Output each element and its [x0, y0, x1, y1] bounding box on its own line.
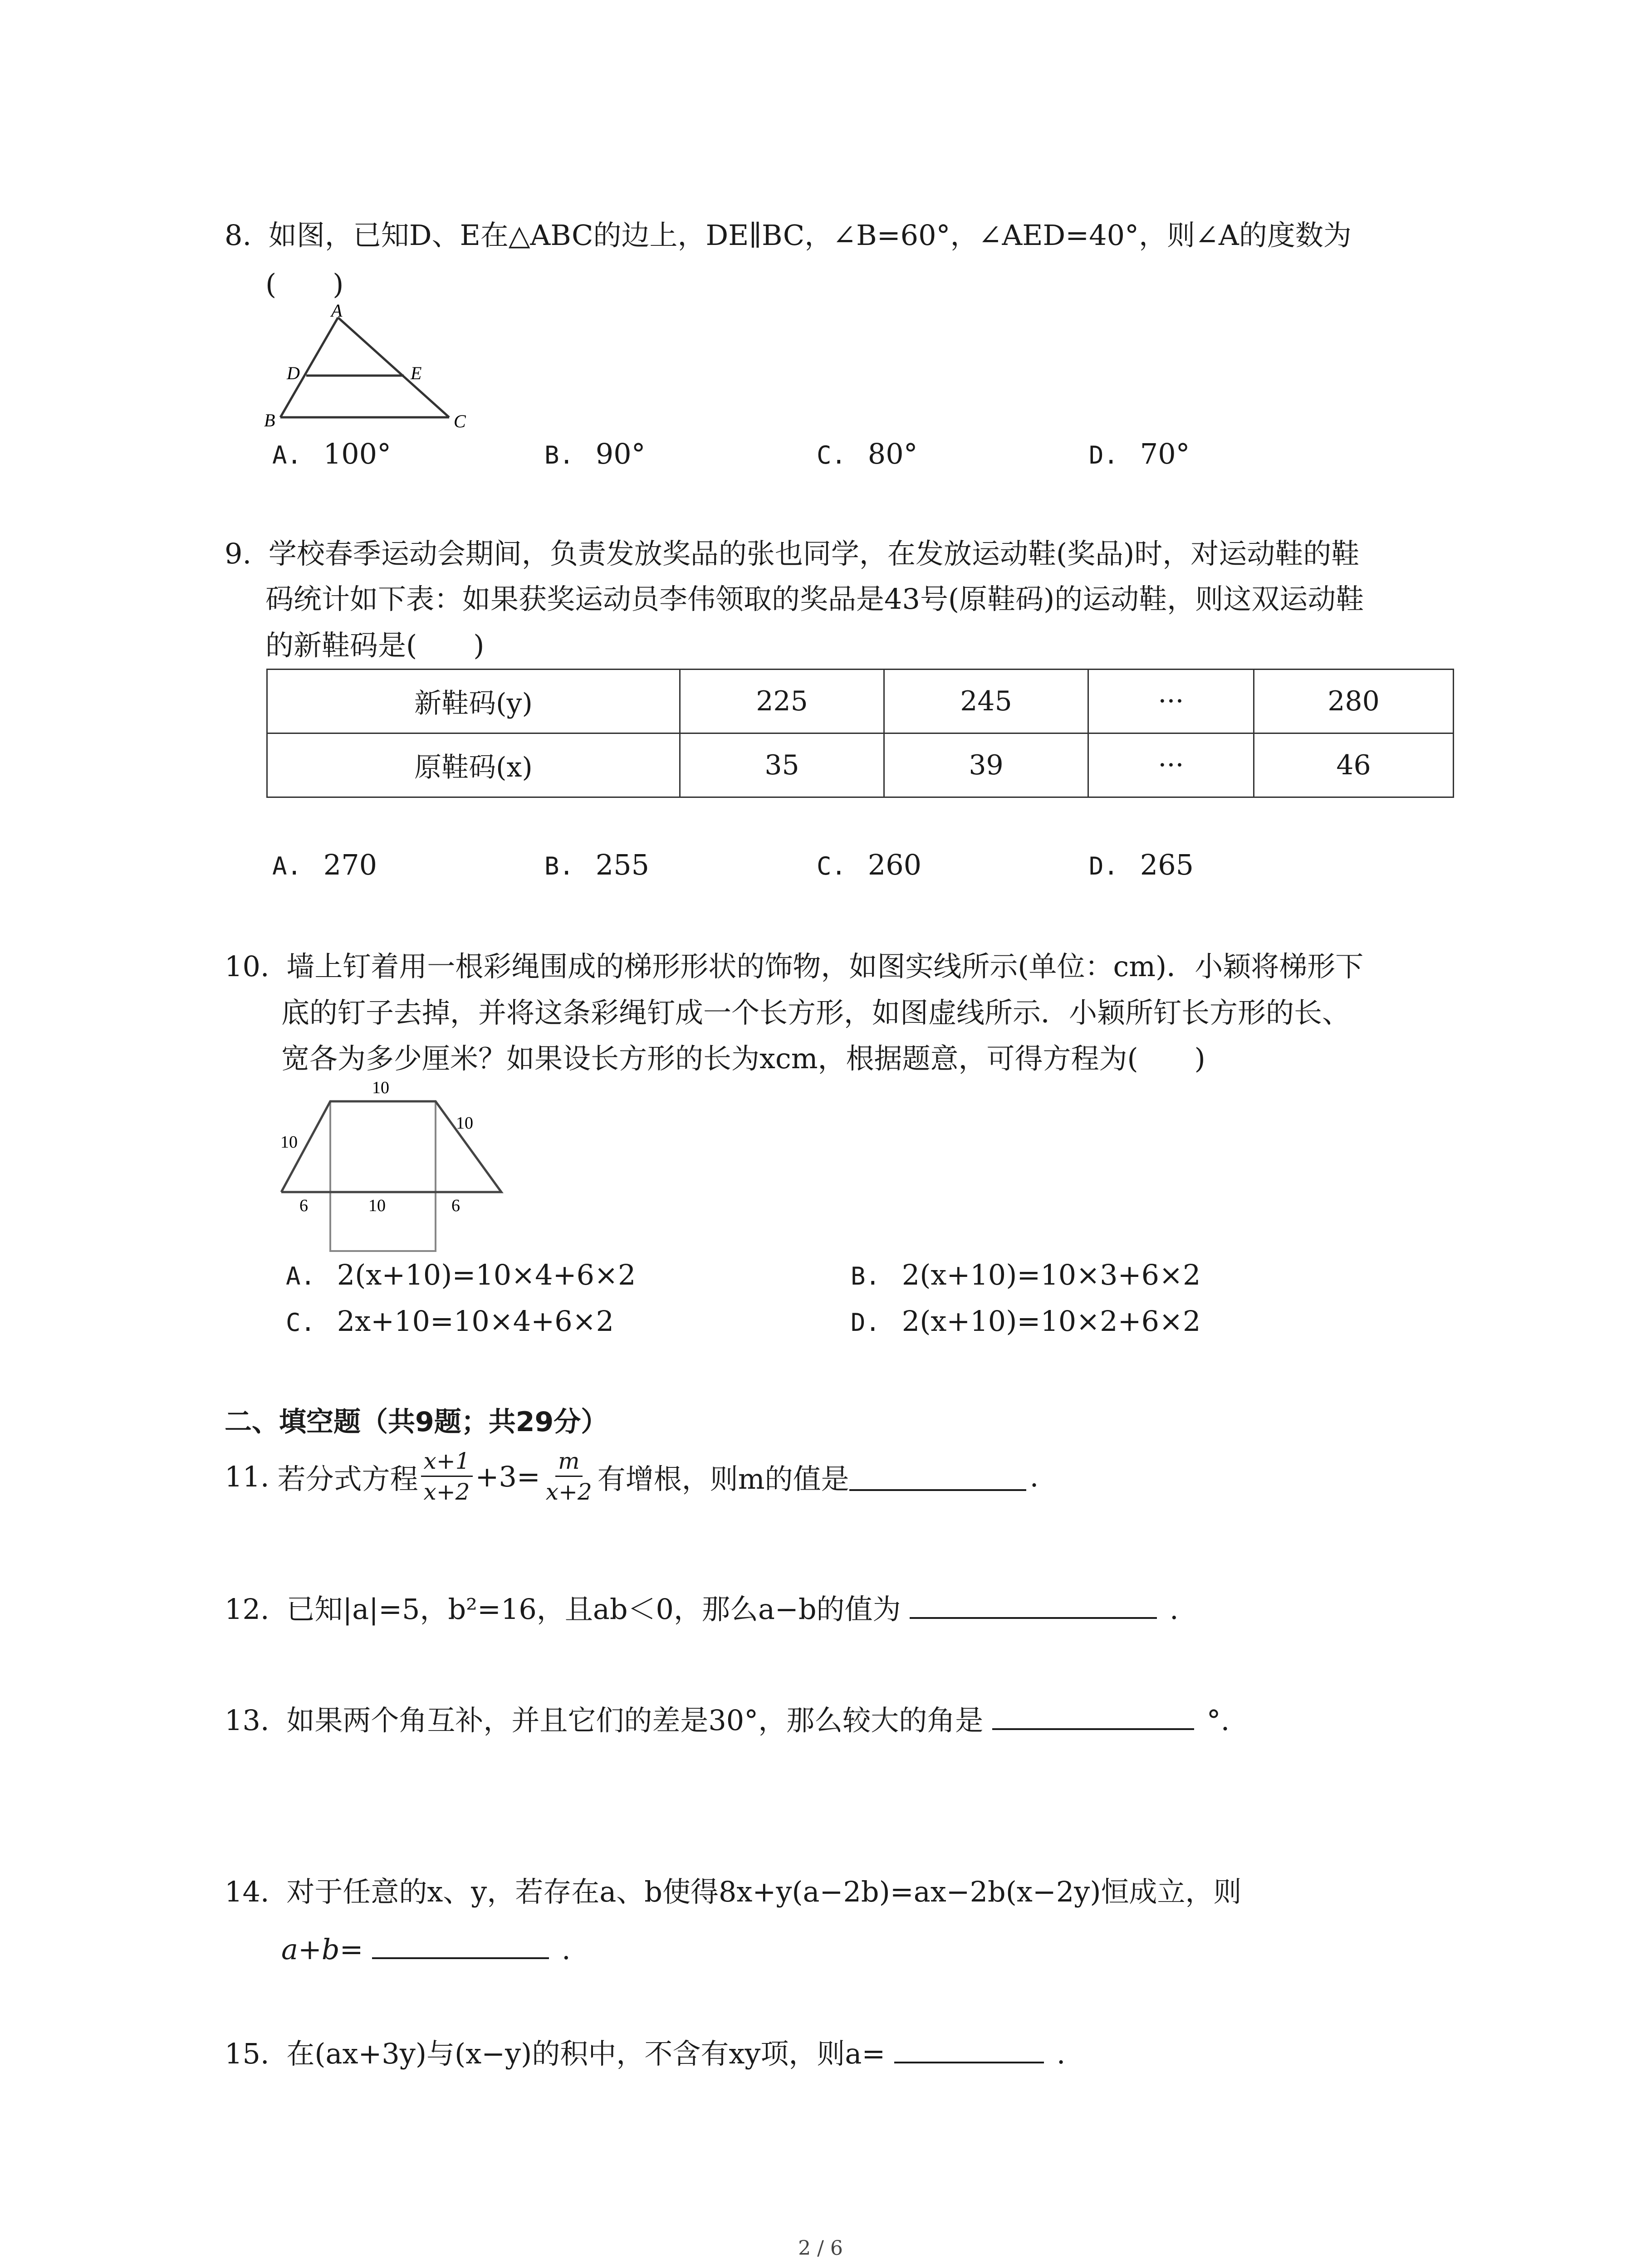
- q8-label-e: E: [411, 363, 422, 383]
- q9-option-a[interactable]: A. 270: [272, 848, 377, 881]
- q10-label-bottom-mid: 10: [368, 1196, 386, 1215]
- q11-fraction-1: [421, 1449, 473, 1505]
- q12-end: .: [1170, 1593, 1179, 1626]
- q11-mid: +3=: [475, 1460, 540, 1493]
- q10-option-d[interactable]: D. 2(x+10)=10×2+6×2: [851, 1305, 1201, 1338]
- q13-text: 如果两个角互补，并且它们的差是30°，那么较大的角是: [286, 1704, 984, 1737]
- q10-label-top: 10: [372, 1078, 389, 1097]
- q14-number: 14.: [225, 1875, 269, 1908]
- q11-fraction-2: [543, 1449, 595, 1505]
- table-row: [267, 733, 1454, 797]
- q8-label-c: C: [454, 411, 466, 431]
- question-13: [225, 1701, 1230, 1735]
- q9-text-line2: 码统计如下表：如果获奖运动员李伟领取的奖品是43号(原鞋码)的运动鞋，则这双运动鞋: [265, 582, 1364, 616]
- table-row-label: 新鞋码(y): [267, 670, 680, 733]
- q9-option-c[interactable]: C. 260: [817, 848, 922, 881]
- table-cell: ···: [1088, 733, 1254, 797]
- q8-label-a: A: [331, 300, 343, 321]
- page-number: 2 / 6: [798, 2237, 843, 2260]
- q11-post: 有增根，则m的值是: [597, 1462, 849, 1496]
- q12-number: 12.: [225, 1593, 269, 1626]
- table-cell: 39: [884, 733, 1088, 797]
- q9-option-d[interactable]: D. 265: [1089, 848, 1194, 881]
- q8-triangle-figure: [259, 299, 485, 435]
- q10-option-b[interactable]: B. 2(x+10)=10×3+6×2: [851, 1258, 1201, 1291]
- table-cell: 245: [884, 670, 1088, 733]
- q10-label-right: 10: [456, 1114, 473, 1133]
- table-cell: 280: [1254, 670, 1454, 733]
- q10-label-bottom-left: 6: [299, 1196, 308, 1215]
- q11-answer-blank[interactable]: [849, 1462, 1026, 1491]
- q8-option-d[interactable]: D. 70°: [1089, 437, 1190, 470]
- q15-number: 15.: [225, 2037, 269, 2070]
- table-row: [267, 670, 1454, 733]
- q9-text-line1: 学校春季运动会期间，负责发放奖品的张也同学，在发放运动鞋(奖品)时，对运动鞋的鞋: [268, 537, 1360, 570]
- table-cell: 35: [680, 733, 884, 797]
- q8-label-d: D: [287, 363, 300, 383]
- q10-trapezoid-figure: [263, 1075, 517, 1266]
- q11-frac1-numerator: x+1: [421, 1449, 473, 1477]
- q8-label-b: B: [264, 410, 275, 430]
- q12-answer-blank[interactable]: [910, 1590, 1157, 1619]
- q13-end: °.: [1206, 1704, 1230, 1737]
- q11-pre: 若分式方程: [277, 1462, 418, 1496]
- q10-label-bottom-right: 6: [451, 1196, 460, 1215]
- q8-option-b[interactable]: B. 90°: [544, 437, 646, 470]
- table-row-label: 原鞋码(x): [267, 733, 680, 797]
- q9-text-line3: 的新鞋码是( ): [265, 629, 485, 662]
- question-12: [225, 1590, 1179, 1626]
- q14-text-line1: 对于任意的x、y，若存在a、b使得8x+y(a−2b)=ax−2b(x−2y)恒成立，则: [286, 1875, 1242, 1908]
- q15-text: 在(ax+3y)与(x−y)的积中，不含有xy项，则a=: [286, 2037, 886, 2070]
- q10-label-left: 10: [280, 1133, 298, 1152]
- q10-text-line1: 墙上钉着用一根彩绳围成的梯形形状的饰物，如图实线所示(单位：cm)．小颖将梯形下: [286, 950, 1364, 983]
- q9-option-b[interactable]: B. 255: [544, 848, 650, 881]
- q11-frac1-denominator: x+2: [423, 1478, 470, 1505]
- question-11: [225, 1445, 1038, 1508]
- q9-number: 9.: [225, 537, 252, 570]
- q8-number: 8.: [225, 219, 252, 252]
- q8-option-a[interactable]: A. 100°: [272, 437, 392, 470]
- q11-number: 11.: [225, 1460, 269, 1493]
- table-cell: 46: [1254, 733, 1454, 797]
- q11-frac2-numerator: m: [555, 1449, 582, 1477]
- shoe-size-table: [266, 669, 1454, 798]
- q10-text-line3: 宽各为多少厘米？如果设长方形的长为xcm，根据题意，可得方程为( ): [281, 1042, 1205, 1075]
- q8-text-line1: 如图，已知D、E在△ABC的边上，DE∥BC，∠B=60°，∠AED=40°，则∠A的度数为: [268, 219, 1352, 252]
- q14-end: .: [562, 1933, 571, 1966]
- q15-answer-blank[interactable]: [894, 2034, 1044, 2063]
- q15-end: .: [1056, 2037, 1066, 2070]
- q13-answer-blank[interactable]: [992, 1701, 1194, 1730]
- q8-option-c[interactable]: C. 80°: [817, 437, 918, 470]
- q8-text-line2: ( ): [265, 268, 344, 301]
- q10-option-c[interactable]: C. 2x+10=10×4+6×2: [286, 1305, 614, 1338]
- q14-text-line2: a+b=: [281, 1933, 363, 1966]
- q12-text: 已知|a|=5，b²=16，且ab＜0，那么a−b的值为: [286, 1593, 901, 1626]
- q11-frac2-denominator: x+2: [545, 1478, 592, 1505]
- q11-end: .: [1029, 1460, 1039, 1493]
- q14-answer-blank[interactable]: [372, 1930, 549, 1959]
- q10-option-a[interactable]: A. 2(x+10)=10×4+6×2: [286, 1258, 636, 1291]
- q10-number: 10.: [225, 950, 269, 983]
- table-cell: ···: [1088, 670, 1254, 733]
- question-15: [225, 2034, 1065, 2068]
- table-cell: 225: [680, 670, 884, 733]
- q10-text-line2: 底的钉子去掉，并将这条彩绳钉成一个长方形，如图虚线所示．小颖所钉长方形的长、: [281, 996, 1351, 1029]
- q13-number: 13.: [225, 1704, 269, 1737]
- section-2-heading: 二、填空题（共9题；共29分）: [225, 1406, 608, 1438]
